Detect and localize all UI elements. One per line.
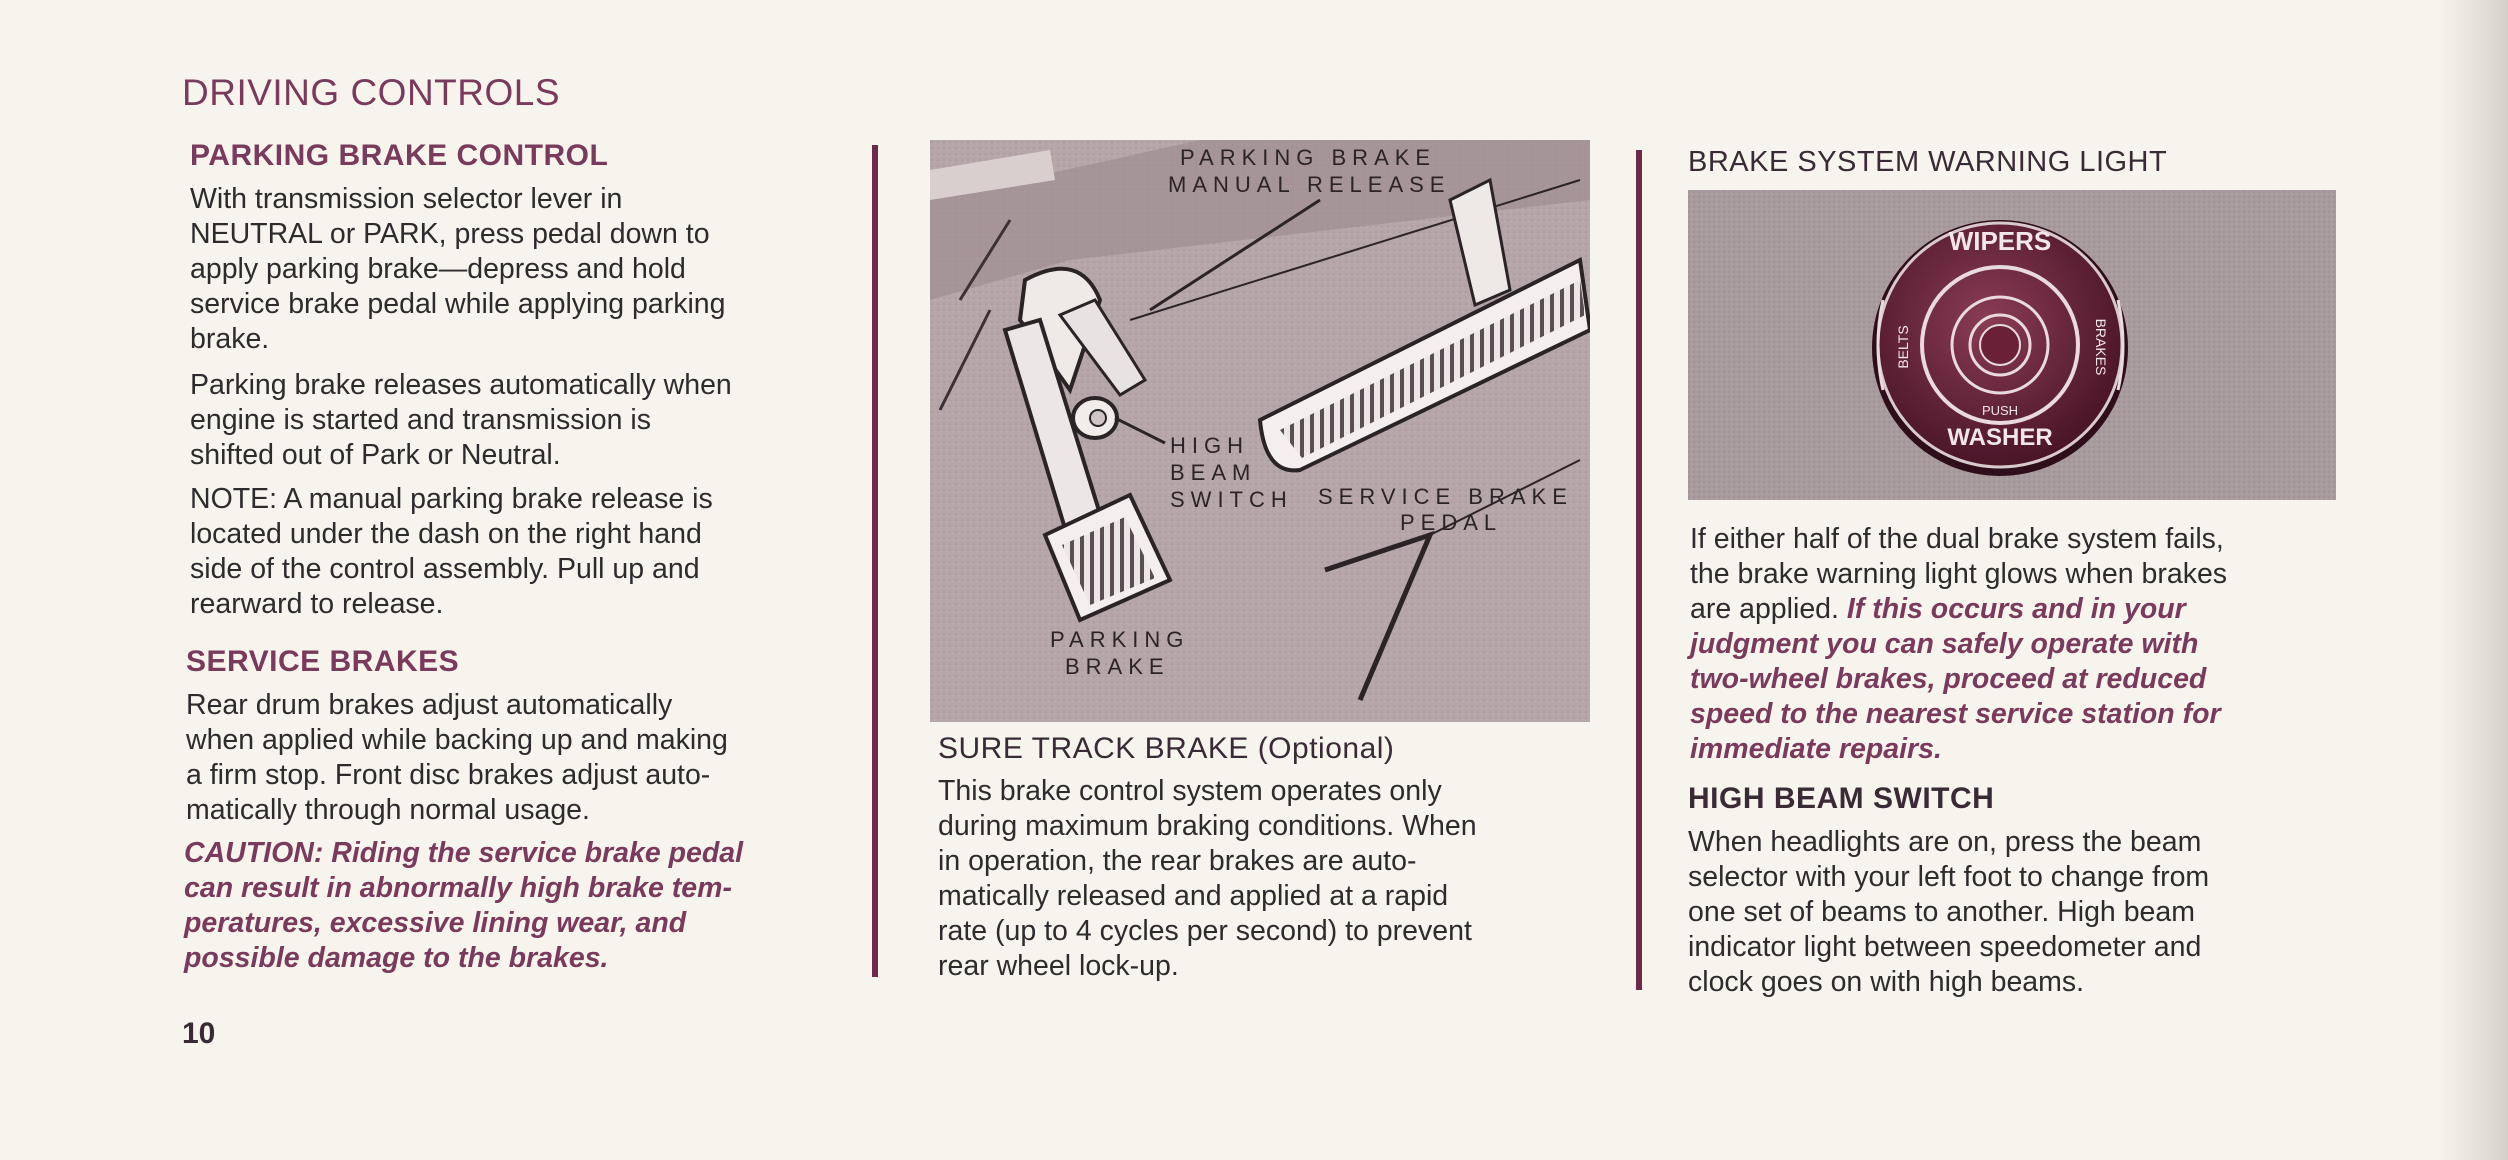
page-binding-shadow [2438,0,2508,1160]
column-divider-left [872,145,878,977]
warning-light-figure [1688,190,2336,500]
knob-text-push: PUSH [1981,403,2019,418]
column-divider-right [1636,150,1642,990]
label-parking-brake-line1: PARKING [1050,627,1190,652]
parking-brake-paragraph-1: With transmission selector lever in NEUTRAL or PARK, press pedal down to apply parking brake—depress and hold service brake pedal while applying parking brake. [190,183,726,355]
knob-text-top: WIPERS [1948,226,2052,256]
wiper-brake-knob-illustration [1688,190,2336,500]
service-brakes-caution: CAUTION: Riding the service brake pedal can result in abnormally high brake tem- peratures, excessive lining wear, and possible damage to the brakes. [184,837,744,974]
label-parking-release-line2: MANUAL RELEASE [1168,172,1451,197]
section-title: DRIVING CONTROLS [182,72,561,113]
warning-light-emphasis-start: If this occurs and in your [1846,593,2186,625]
brake-pedal-illustration [930,140,1590,722]
label-parking-release-line1: PARKING BRAKE [1180,145,1437,170]
label-service-pedal-line2: PEDAL [1400,510,1503,535]
page-number: 10 [182,1017,216,1050]
parking-brake-note: NOTE: A manual parking brake release is located under the dash on the right hand side of the control assembly. Pull up and rearward to release. [190,483,713,620]
warning-light-heading: BRAKE SYSTEM WARNING LIGHT [1688,146,2168,178]
sure-track-heading: SURE TRACK BRAKE (Optional) [938,732,1395,765]
brake-pedal-figure [930,140,1590,722]
sure-track-paragraph: This brake control system operates only during maximum braking conditions. When in operation, the rear brakes are auto- matically released and applied at a rapid rate (up to 4 cycles per second) to prevent rear wheel lock-up. [938,775,1477,982]
high-beam-paragraph: When headlights are on, press the beam selector with your left foot to change from one set of beams to another. High beam indicator light between speedometer and clock goes on with high beams. [1688,826,2210,998]
knob-text-left: BELTS [1895,325,1911,369]
label-service-pedal-line1: SERVICE BRAKE [1318,484,1573,509]
label-parking-brake-line2: BRAKE [1065,654,1170,679]
knob-text-right: BRAKES [2093,318,2109,376]
warning-light-paragraph: If either half of the dual brake system fails, the brake warning light glows when brakes are applied. If this occurs and in your judgment you can safely operate with two-wheel brakes, proceed at reduced speed to the nearest service station for immediate repairs. [1690,523,2228,765]
label-high-beam-line2: BEAM [1170,460,1257,485]
service-brakes-paragraph: Rear drum brakes adjust automatically when applied while backing up and making a firm stop. Front disc brakes adjust auto- matically through normal usage. [186,689,728,826]
high-beam-heading: HIGH BEAM SWITCH [1688,782,1995,815]
label-high-beam-line3: SWITCH [1170,487,1293,512]
label-high-beam-line1: HIGH [1170,433,1249,458]
knob-text-bottom: WASHER [1947,424,2053,451]
parking-brake-paragraph-2: Parking brake releases automatically when engine is started and transmission is shifted out of Park or Neutral. [190,369,732,471]
parking-brake-heading: PARKING BRAKE CONTROL [190,139,609,172]
service-brakes-heading: SERVICE BRAKES [186,645,460,678]
